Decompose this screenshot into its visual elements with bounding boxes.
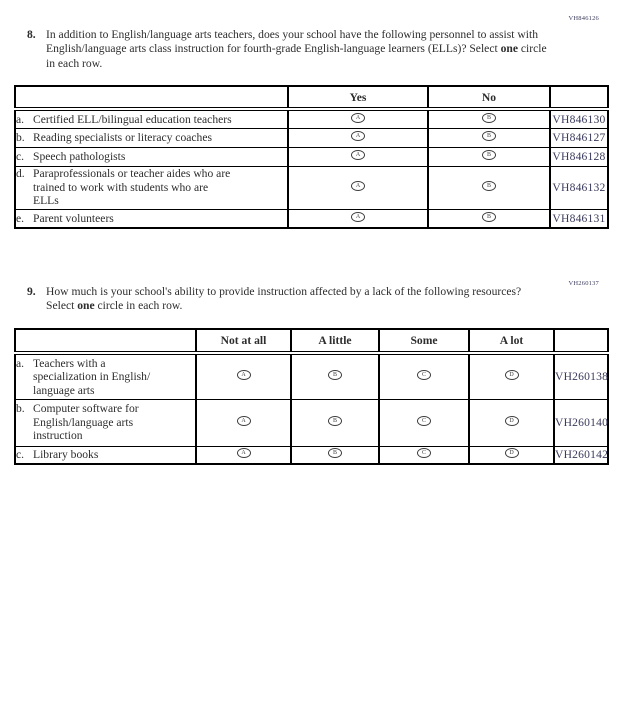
row-id-code: VH846128 [550, 147, 608, 166]
row-label: Teachers with a [33, 356, 106, 370]
bubble-some[interactable]: C [417, 448, 431, 458]
bubble-yes[interactable]: A [351, 212, 365, 222]
row-label: specialization in English/ [33, 370, 151, 383]
question-8-line-2: personnel to assist with English/language arts class instruction for fourth-grade [46, 28, 539, 56]
row-letter: c. [16, 149, 25, 163]
question-9-line-1: How much is your school's ability to provide instruction affected by a lack of the [46, 285, 422, 298]
table-row [15, 128, 608, 147]
question-9-line-2-pre: following resources? Select [46, 285, 522, 313]
bubble-some[interactable]: C [417, 416, 431, 426]
bubble-not-at-all[interactable]: A [237, 448, 251, 458]
empty-header-cell [15, 86, 288, 109]
question-8-line-3-pre: English-language learners (ELLs)? Select [304, 42, 501, 56]
bubble-no[interactable]: B [482, 150, 496, 160]
row-label: language arts [33, 383, 95, 397]
column-header-a-little: A little [291, 329, 379, 353]
row-label: trained to work with students who are [33, 180, 209, 194]
question-8-line-1: In addition to English/language arts teachers, does your school have the following [46, 28, 427, 41]
table-row [15, 399, 608, 446]
row-label: Certified ELL/bilingual education teachers [33, 112, 232, 126]
bubble-some[interactable]: C [417, 370, 431, 380]
bubble-yes[interactable]: A [351, 131, 365, 141]
question-9-id-code: VH260137 [568, 280, 599, 287]
row-label: Parent volunteers [33, 211, 114, 225]
row-letter: b. [16, 130, 25, 144]
bubble-a-lot[interactable]: D [505, 370, 519, 380]
row-letter: b. [16, 402, 25, 416]
question-9-response-table [14, 328, 609, 465]
table-row [15, 166, 608, 209]
question-9-line-2-post: circle in each row. [94, 299, 183, 313]
row-label: Reading specialists or literacy coaches [33, 130, 212, 144]
row-id-code: VH846130 [550, 109, 608, 128]
row-id-code: VH846132 [550, 166, 608, 209]
table-row [15, 109, 608, 128]
row-label: Speech pathologists [33, 149, 126, 163]
table-header-row [15, 86, 608, 109]
table-row [15, 446, 608, 464]
row-label: instruction [33, 429, 83, 443]
column-header-yes: Yes [288, 86, 428, 109]
question-8-id-code: VH846126 [568, 15, 599, 22]
row-id-code: VH260140 [554, 399, 608, 446]
table-row [15, 209, 608, 228]
row-label: English/language arts [33, 415, 134, 429]
column-header-some: Some [379, 329, 469, 353]
bubble-a-little[interactable]: B [328, 416, 342, 426]
table-header-row [15, 329, 608, 353]
bubble-yes[interactable]: A [351, 150, 365, 160]
bubble-no[interactable]: B [482, 181, 496, 191]
question-8-number: 8. [27, 28, 36, 41]
bubble-not-at-all[interactable]: A [237, 370, 251, 380]
row-id-code: VH260138 [554, 353, 608, 399]
row-id-code: VH260142 [554, 446, 608, 464]
question-9 [27, 285, 547, 314]
bubble-no[interactable]: B [482, 113, 496, 123]
empty-header-cell [15, 329, 196, 353]
row-letter: e. [16, 211, 25, 225]
row-id-code: VH846131 [550, 209, 608, 228]
question-8-response-table [14, 85, 609, 229]
row-label: Paraprofessionals or teacher aides who are [33, 167, 231, 181]
bubble-yes[interactable]: A [351, 181, 365, 191]
bubble-no[interactable]: B [482, 131, 496, 141]
question-9-number: 9. [27, 285, 36, 298]
empty-header-cell [550, 86, 608, 109]
row-label: ELLs [33, 194, 59, 208]
column-header-a-lot: A lot [469, 329, 554, 353]
question-8-bold-word: one [500, 42, 518, 56]
bubble-a-lot[interactable]: D [505, 416, 519, 426]
row-letter: a. [16, 112, 25, 126]
bubble-a-little[interactable]: B [328, 370, 342, 380]
row-label: Library books [33, 448, 99, 461]
question-9-bold-word: one [77, 299, 95, 313]
bubble-no[interactable]: B [482, 212, 496, 222]
row-label: Computer software for [33, 402, 139, 416]
bubble-a-lot[interactable]: D [505, 448, 519, 458]
row-letter: c. [16, 448, 25, 461]
row-letter: d. [16, 167, 25, 181]
bubble-a-little[interactable]: B [328, 448, 342, 458]
bubble-not-at-all[interactable]: A [237, 416, 251, 426]
column-header-not-at-all: Not at all [196, 329, 291, 353]
row-letter: a. [16, 356, 25, 370]
empty-header-cell [554, 329, 608, 353]
table-row [15, 353, 608, 399]
question-8 [27, 28, 547, 71]
bubble-yes[interactable]: A [351, 113, 365, 123]
row-id-code: VH846127 [550, 128, 608, 147]
table-row [15, 147, 608, 166]
question-8-text [46, 28, 547, 71]
question-8-line-3-post: circle in each row. [46, 42, 547, 70]
column-header-no: No [428, 86, 550, 109]
question-9-text [46, 285, 547, 314]
